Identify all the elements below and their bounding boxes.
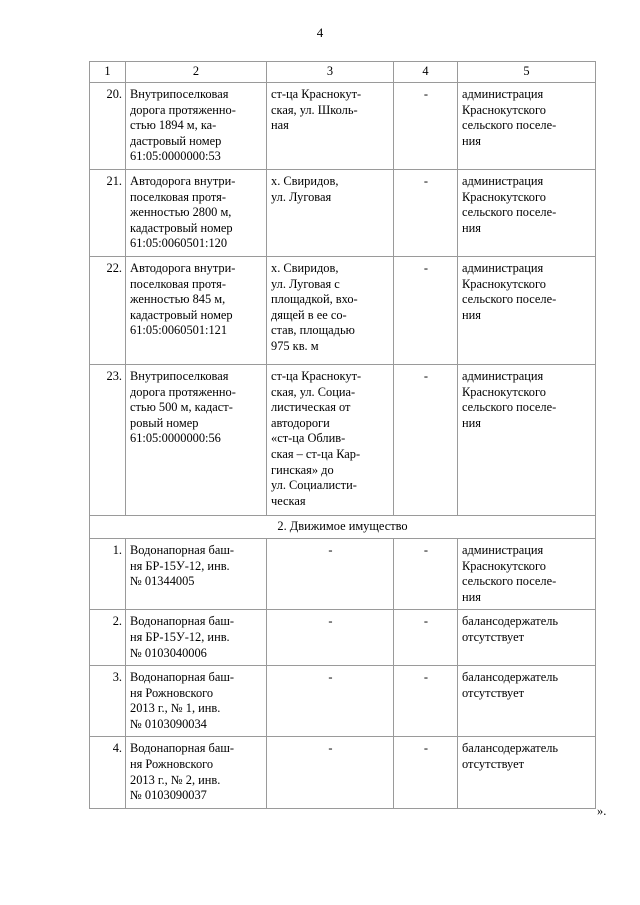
closing-quote-mark: ». (597, 804, 607, 818)
column-header-2: 2 (126, 62, 267, 83)
property-name: Внутрипоселковая дорога протяженно- стью 1894 м, ка- дастровый номер 61:05:0000000:53 (126, 83, 267, 170)
column-header-3: 3 (267, 62, 394, 83)
row-number: 20. (90, 83, 126, 170)
table-row (90, 169, 596, 256)
section-row (90, 515, 596, 538)
page-number: 4 (316, 25, 324, 40)
row-number: 4. (90, 737, 126, 808)
property-address: - (267, 538, 394, 609)
balance-holder: администрация Краснокутского сельского поселе- ния (458, 538, 596, 609)
section-title: 2. Движимое имущество (90, 515, 596, 538)
row-number: 1. (90, 538, 126, 609)
property-address: - (267, 610, 394, 666)
property-name: Автодорога внутри- поселковая протя- женностью 845 м, кадастровый номер 61:05:0060501:121 (126, 256, 267, 364)
column-4-value: - (394, 610, 458, 666)
balance-holder: администрация Краснокутского сельского поселе- ния (458, 256, 596, 364)
table-header-row (90, 62, 596, 83)
row-number: 23. (90, 364, 126, 515)
property-name: Внутрипоселковая дорога протяженно- стью 500 м, кадаст- ровый номер 61:05:0000000:56 (126, 364, 267, 515)
property-name: Автодорога внутри- поселковая протя- женностью 2800 м, кадастровый номер 61:05:0060501:120 (126, 169, 267, 256)
table-row (90, 610, 596, 666)
balance-holder: балансодержатель отсутствует (458, 666, 596, 737)
column-4-value: - (394, 83, 458, 170)
table-row (90, 364, 596, 515)
property-address: х. Свиридов, ул. Луговая (267, 169, 394, 256)
column-header-1: 1 (90, 62, 126, 83)
row-number: 2. (90, 610, 126, 666)
property-registry-table (89, 61, 596, 809)
property-name: Водонапорная баш- ня Рожновского 2013 г., № 2, инв. № 0103090037 (126, 737, 267, 808)
column-header-5: 5 (458, 62, 596, 83)
balance-holder: администрация Краснокутского сельского поселе- ния (458, 169, 596, 256)
column-header-4: 4 (394, 62, 458, 83)
balance-holder: администрация Краснокутского сельского поселе- ния (458, 83, 596, 170)
column-4-value: - (394, 364, 458, 515)
row-number: 3. (90, 666, 126, 737)
column-4-value: - (394, 169, 458, 256)
property-address: - (267, 666, 394, 737)
column-4-value: - (394, 666, 458, 737)
property-address: - (267, 737, 394, 808)
row-number: 22. (90, 256, 126, 364)
property-address: ст-ца Краснокут- ская, ул. Школь- ная (267, 83, 394, 170)
column-4-value: - (394, 737, 458, 808)
balance-holder: балансодержатель отсутствует (458, 737, 596, 808)
column-4-value: - (394, 256, 458, 364)
table-row (90, 83, 596, 170)
row-number: 21. (90, 169, 126, 256)
property-name: Водонапорная баш- ня БР-15У-12, инв. № 01344005 (126, 538, 267, 609)
property-address: х. Свиридов, ул. Луговая с площадкой, вхо- дящей в ее со- став, площадью 975 кв. м (267, 256, 394, 364)
column-4-value: - (394, 538, 458, 609)
property-name: Водонапорная баш- ня Рожновского 2013 г., № 1, инв. № 0103090034 (126, 666, 267, 737)
table-row (90, 666, 596, 737)
table-row (90, 256, 596, 364)
property-name: Водонапорная баш- ня БР-15У-12, инв. № 0103040006 (126, 610, 267, 666)
balance-holder: балансодержатель отсутствует (458, 610, 596, 666)
table-row (90, 538, 596, 609)
property-address: ст-ца Краснокут- ская, ул. Социа- листическая от автодороги «ст-ца Облив- ская – ст-ца Кар- гинская» до ул. Социалисти- ческая (267, 364, 394, 515)
balance-holder: администрация Краснокутского сельского поселе- ния (458, 364, 596, 515)
table-row (90, 737, 596, 808)
